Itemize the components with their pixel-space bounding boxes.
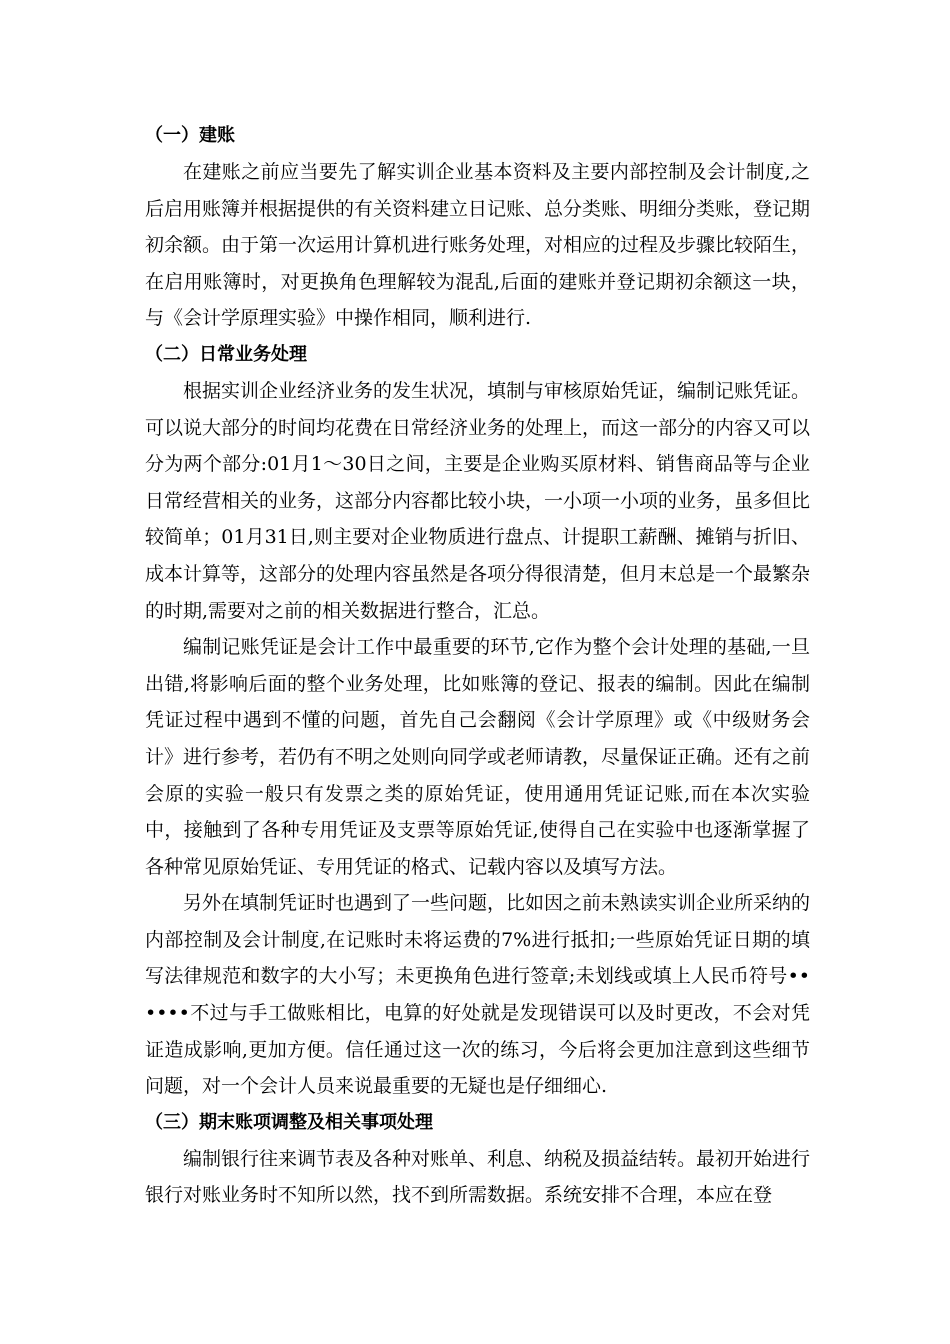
document-body [145,118,810,1214]
section-2-paragraph-1: 根据实训企业经济业务的发生状况，填制与审核原始凭证，编制记账凭证。可以说大部分的时间均花费在日常经济业务的处理上，而这一部分的内容又可以分为两个部分:01月1～30日之间，主要是企业购买原材料、销售商品等与企业日常经营相关的业务，这部分内容都比较小块，一小项一小项的业务，虽多但比较简单；01月31日,则主要对企业物质进行盘点、计提职工薪酬、摊销与折旧、成本计算等，这部分的处理内容虽然是各项分得很清楚，但月末总是一个最繁杂的时期,需要对之前的相关数据进行整合，汇总。 [145,379,811,622]
section-heading-1: （一）建账 [145,125,235,146]
section-3-paragraph-1: 编制银行往来调节表及各种对账单、利息、纳税及损益结转。最初开始进行银行对账业务时不知所以然，找不到所需数据。系统安排不合理，本应在登 [145,1147,811,1207]
section-2-paragraph-2: 编制记账凭证是会计工作中最重要的环节,它作为整个会计处理的基础,一旦出错,将影响后面的整个业务处理，比如账簿的登记、报表的编制。因此在编制凭证过程中遇到不懂的问题，首先自己会翻阅《会计学原理》或《中级财务会计》进行参考，若仍有不明之处则向同学或老师请教，尽量保证正确。还有之前会原的实验一般只有发票之类的原始凭证，使用通用凭证记账,而在本次实验中，接触到了各种专用凭证及支票等原始凭证,使得自己在实验中也逐渐掌握了各种常见原始凭证、专用凭证的格式、记载内容以及填写方法。 [145,636,811,878]
section-1-paragraph-1: 在建账之前应当要先了解实训企业基本资料及主要内部控制及会计制度,之后启用账簿并根据提供的有关资料建立日记账、总分类账、明细分类账，登记期初余额。由于第一次运用计算机进行账务处理，对相应的过程及步骤比较陌生，在启用账簿时，对更换角色理解较为混乱,后面的建账并登记期初余额这一块，与《会计学原理实验》中操作相同，顺利进行. [145,161,811,330]
section-2-paragraph-3: 另外在填制凭证时也遇到了一些问题，比如因之前未熟读实训企业所采纳的内部控制及会计制度,在记账时未将运费的7%进行抵扣;一些原始凭证日期的填写法律规范和数字的大小写；未更换角色进行签章;未划线或填上人民币符号••••••不过与手工做账相比，电算的好处就是发现错误可以及时更改，不会对凭证造成影响,更加方便。信任通过这一次的练习，今后将会更加注意到这些细节问题，对一个会计人员来说最重要的无疑也是仔细细心. [145,892,811,1098]
section-heading-3: （三）期末账项调整及相关事项处理 [145,1111,433,1133]
section-heading-2: （二）日常业务处理 [145,343,307,365]
